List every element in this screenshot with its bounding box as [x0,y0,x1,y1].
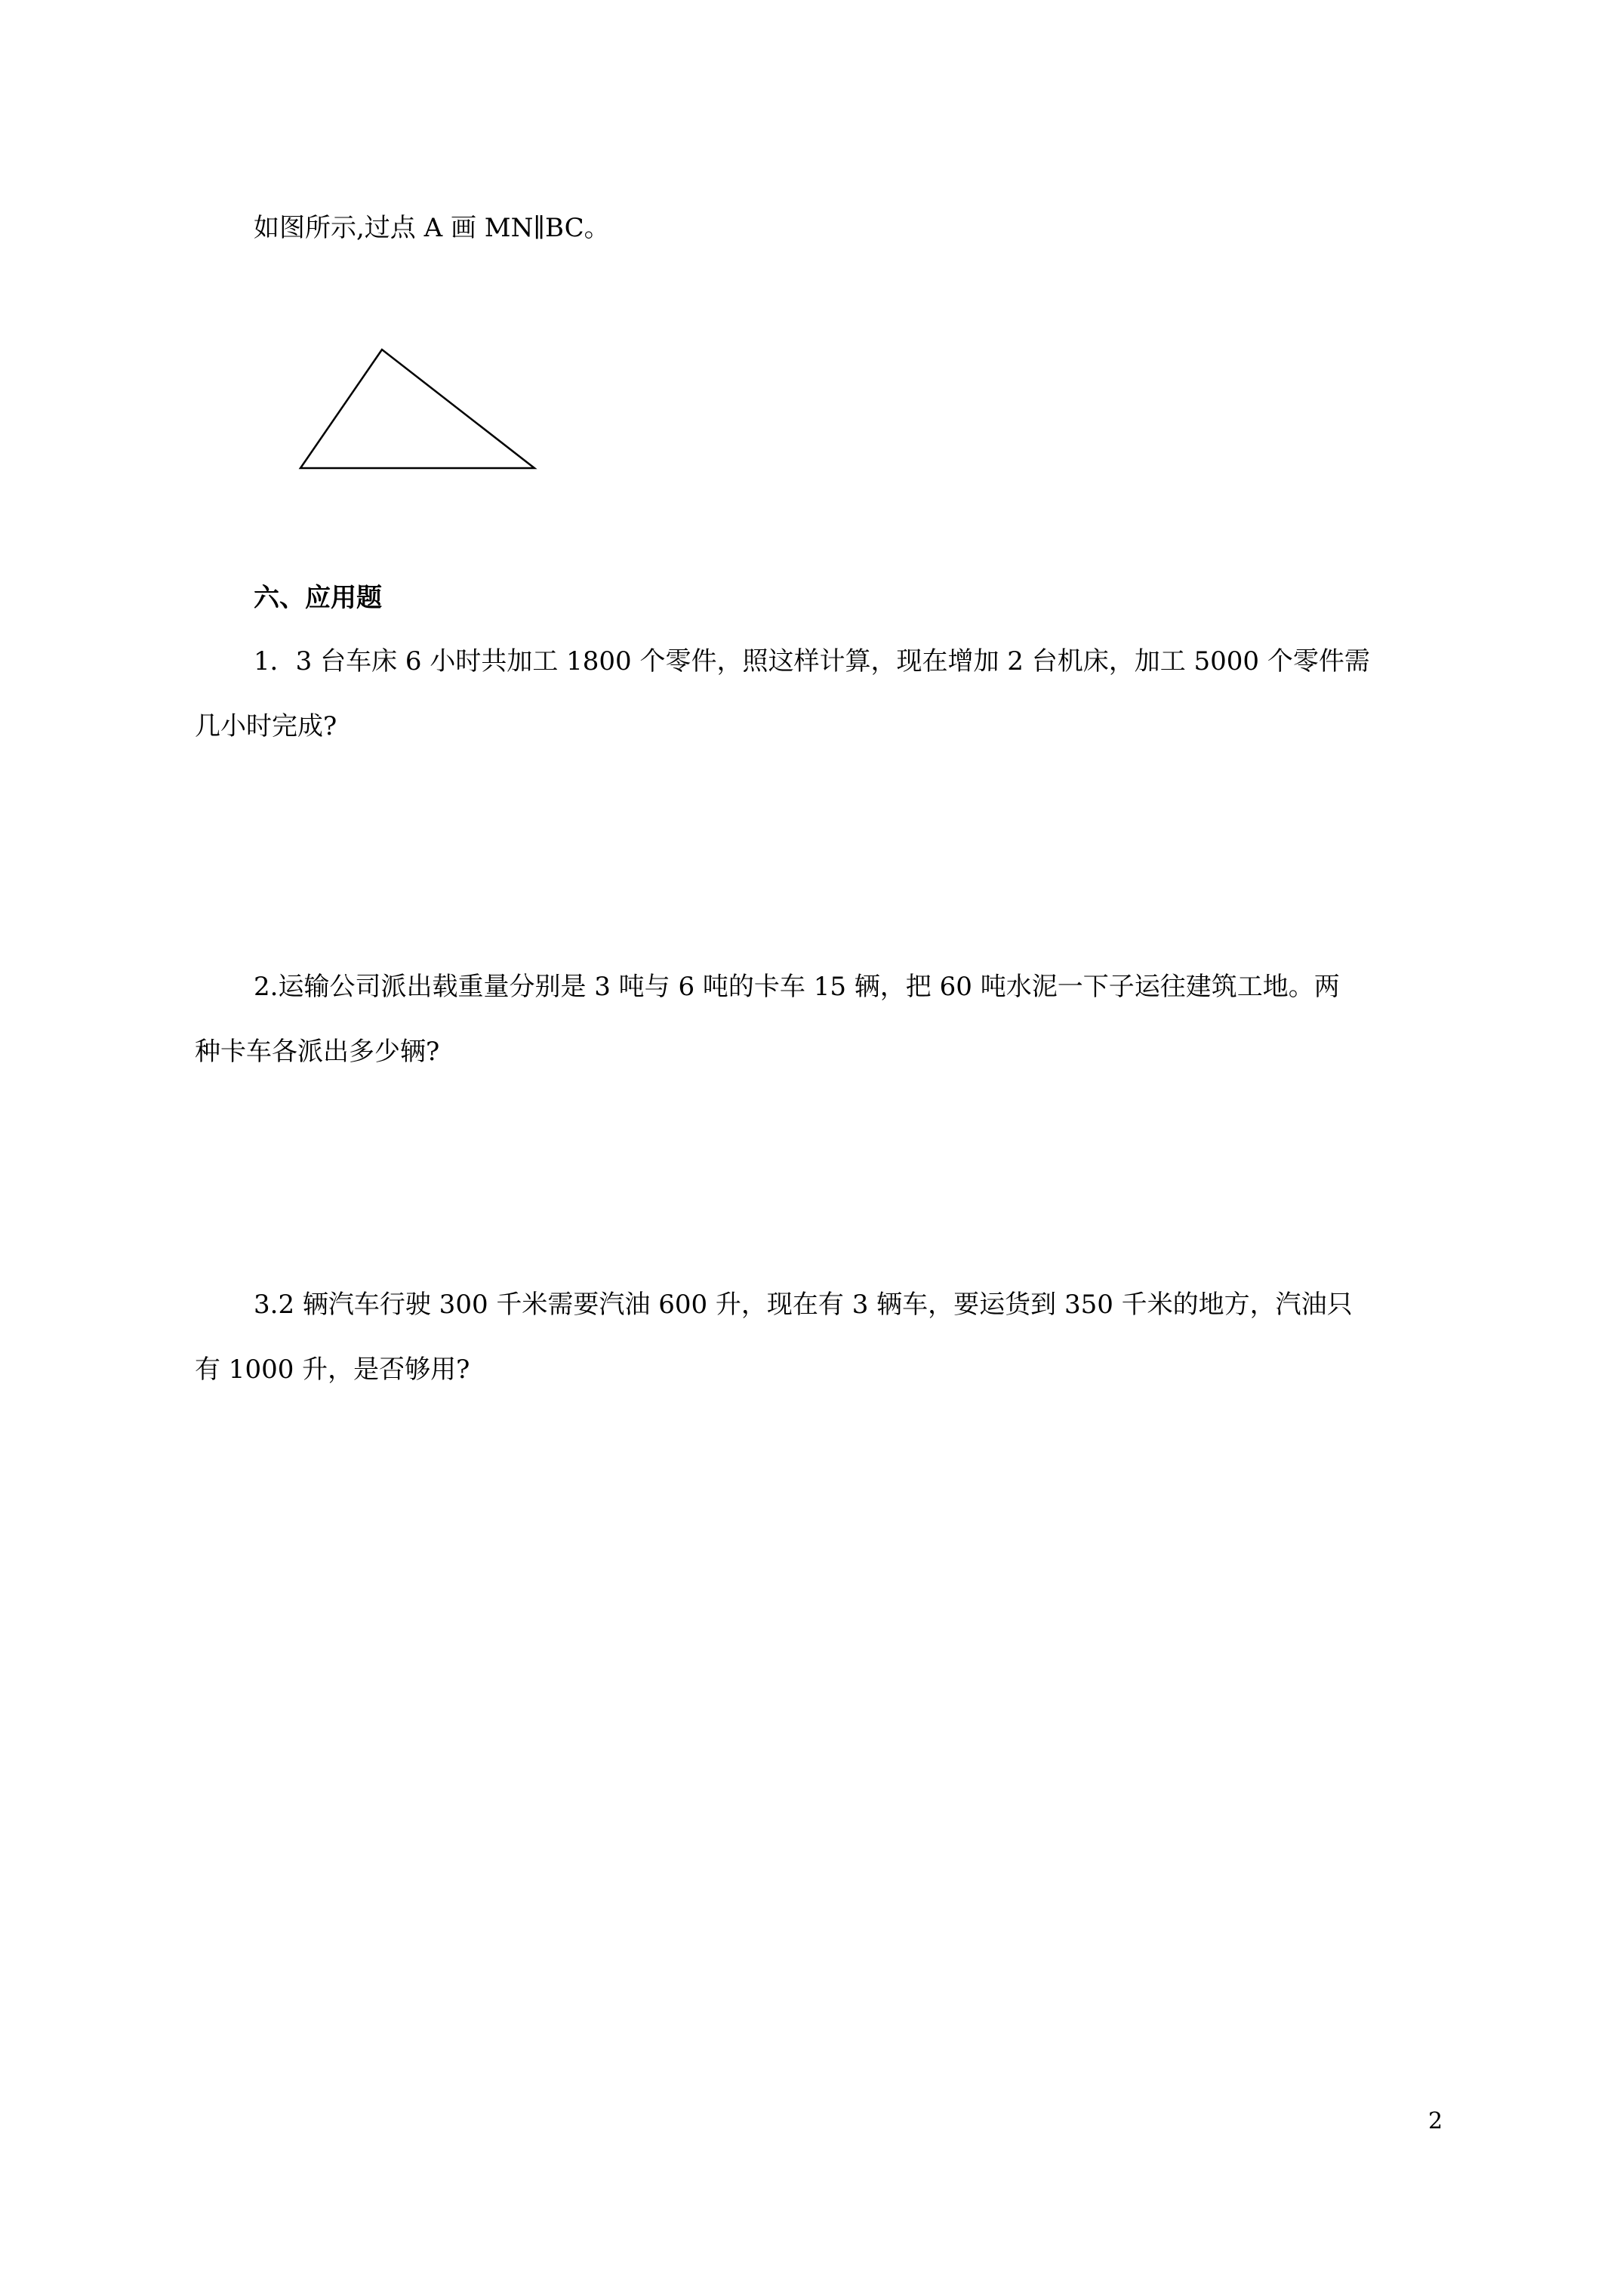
instruction-text: 如图所示,过点 A 画 MN∥BC。 [254,213,610,243]
problem-2-line-1: 2.运输公司派出载重量分别是 3 吨与 6 吨的卡车 15 辆，把 60 吨水泥一下子运往建筑工地。两 [254,972,1340,1002]
page-number: 2 [1428,2108,1443,2134]
problem-1-line-2: 几小时完成? [195,711,337,741]
triangle-abc [300,350,534,468]
section-title: 六、应用题 [254,583,382,613]
problem-3-line-1: 3.2 辆汽车行驶 300 千米需要汽油 600 升，现在有 3 辆车，要运货到 350 千米的地方，汽油只 [254,1290,1353,1320]
problem-1-line-1: 1．3 台车床 6 小时共加工 1800 个零件，照这样计算，现在增加 2 台机床，加工 5000 个零件需 [254,646,1370,676]
problem-2-line-2: 种卡车各派出多少辆? [195,1037,440,1067]
problem-3-line-2: 有 1000 升，是否够用? [195,1354,470,1385]
triangle-figure [294,344,544,479]
